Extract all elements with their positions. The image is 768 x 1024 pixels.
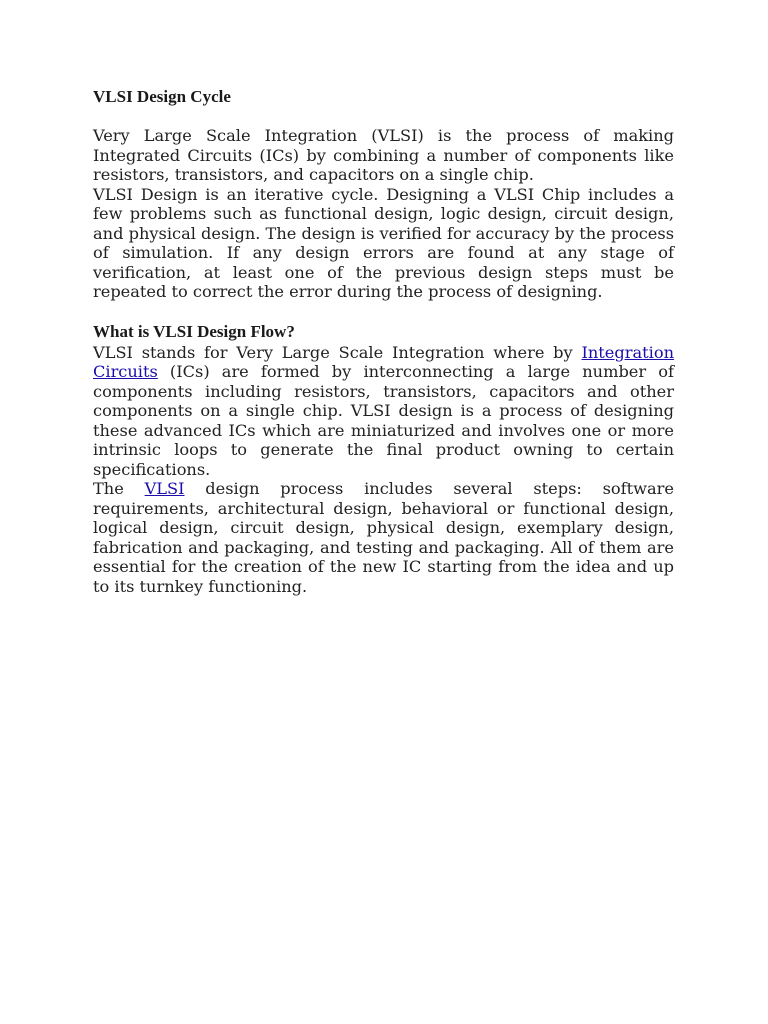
- design-flow-text-start: VLSI stands for Very Large Scale Integration where by: [93, 342, 573, 362]
- document-title: VLSI Design Cycle: [93, 87, 231, 106]
- design-process-text-end: design process includes several steps: software requirements, architectural design, behavioral or functional design, logical design, circuit design, physical design, exemplary design, fabrication and packaging, and testing and packaging. All of them are essential for the creation of the new IC starting from the idea and up to its turnkey functioning.: [93, 479, 674, 596]
- design-process-text-start: The: [93, 479, 124, 498]
- intro-paragraph: Very Large Scale Integration (VLSI) is the process of making Integrated Circuits (ICs) by combining a number of components like resistors, transistors, and capacitors on a single chip.: [93, 126, 674, 184]
- integration-circuits-link[interactable]: Integration Circuits: [93, 342, 674, 381]
- vlsi-link[interactable]: VLSI: [144, 479, 185, 498]
- design-flow-text-end: (ICs) are formed by interconnecting a large number of components including resistors, transistors, capacitors and other components on a single chip. VLSI design is a process of designing these advanced ICs which are miniaturized and involves one or more intrinsic loops to generate the final product owning to certain specifications.: [93, 362, 674, 479]
- document-page: [93, 86, 674, 596]
- design-cycle-paragraph: VLSI Design is an iterative cycle. Designing a VLSI Chip includes a few problems such as functional design, logic design, circuit design, and physical design. The design is verified for accuracy by the process of simulation. If any design errors are found at any stage of verification, at least one of the previous design steps must be repeated to correct the error during the process of designing.: [93, 184, 674, 301]
- section-heading-design-flow: What is VLSI Design Flow?: [93, 321, 295, 341]
- design-process-paragraph: [93, 479, 674, 596]
- design-flow-paragraph: [93, 343, 674, 480]
